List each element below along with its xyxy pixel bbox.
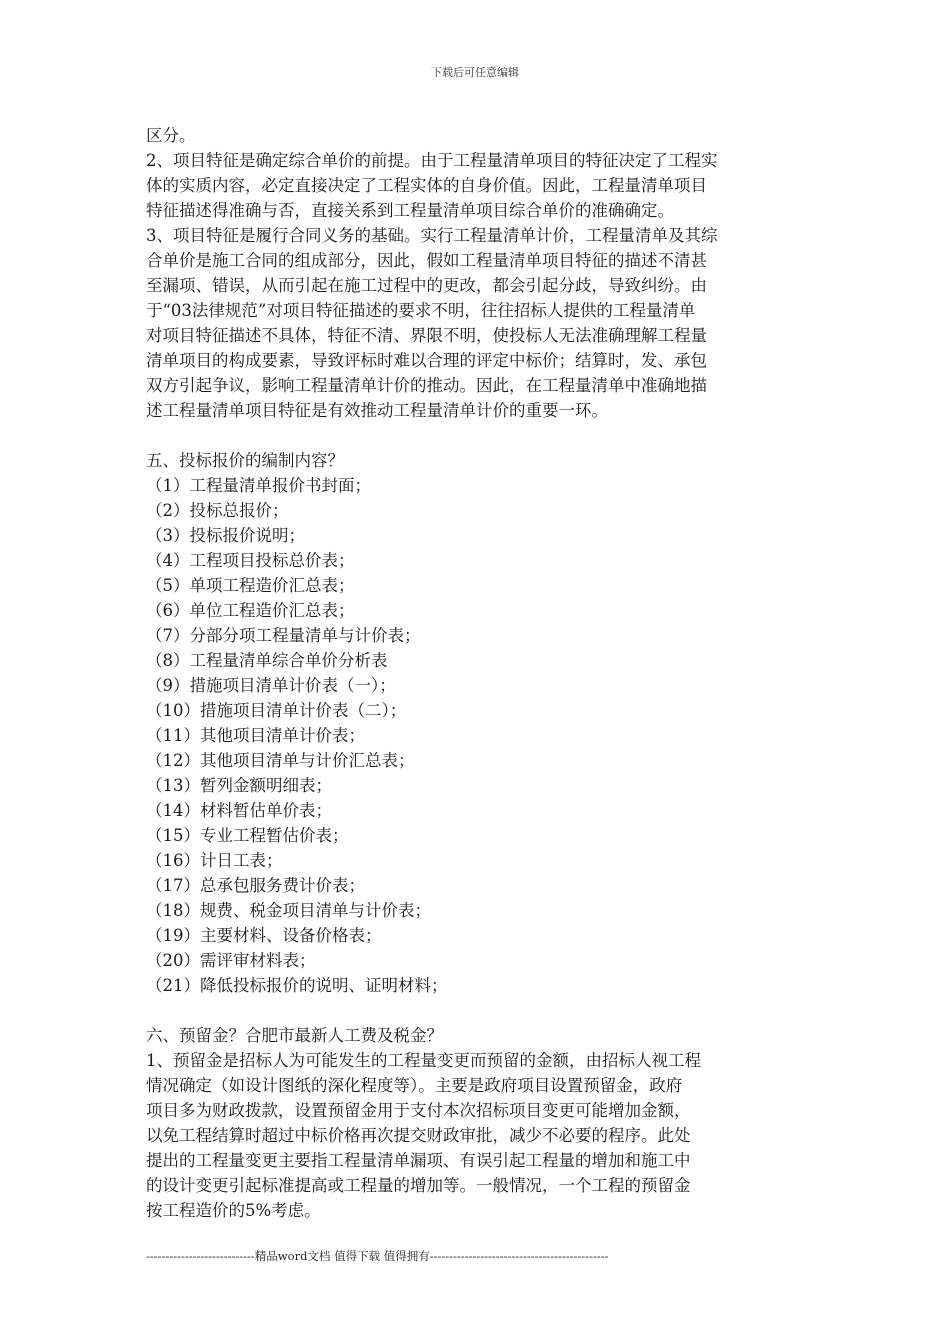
list-item: （18）规费、税金项目清单与计价表； xyxy=(146,901,431,920)
document-body xyxy=(146,123,814,1223)
list-item: （19）主要材料、设备价格表； xyxy=(146,926,382,945)
blank-line xyxy=(146,423,814,448)
text-line: 合单价是施工合同的组成部分，因此，假如工程量清单项目特征的描述不清甚 xyxy=(146,251,707,270)
page-header: 下载后可任意编辑 xyxy=(431,66,519,79)
text-line: 1、预留金是招标人为可能发生的工程量变更而预留的金额，由招标人视工程 xyxy=(146,1051,701,1070)
section-heading: 五、投标报价的编制内容？ xyxy=(146,451,344,470)
list-item: （2）投标总报价； xyxy=(146,501,289,520)
text-line: 述工程量清单项目特征是有效推动工程量清单计价的重要一环。 xyxy=(146,401,608,420)
text-line: 2、项目特征是确定综合单价的前提。由于工程量清单项目的特征决定了工程实 xyxy=(146,151,718,170)
list-item: （1）工程量清单报价书封面； xyxy=(146,476,371,495)
page-footer: ----------------------------精品word文档 值得下载 值得拥有---------------------------------------------- xyxy=(146,1249,609,1263)
text-line: 区分。 xyxy=(146,126,196,145)
list-item: （15）专业工程暂估价表； xyxy=(146,826,349,845)
list-item: （9）措施项目清单计价表（一）； xyxy=(146,676,396,695)
text-line: 至漏项、错误，从而引起在施工过程中的更改，都会引起分歧，导致纠纷。由 xyxy=(146,276,707,295)
list-item: （17）总承包服务费计价表； xyxy=(146,876,365,895)
list-item: （10）措施项目清单计价表（二）； xyxy=(146,701,407,720)
text-line: 项目多为财政拨款，设置预留金用于支付本次招标项目变更可能增加金额， xyxy=(146,1101,691,1120)
text-line: 双方引起争议，影响工程量清单计价的推动。因此，在工程量清单中准确地描 xyxy=(146,376,707,395)
list-item: （8）工程量清单综合单价分析表 xyxy=(146,651,388,670)
text-line: 体的实质内容，必定直接决定了工程实体的自身价值。因此，工程量清单项目 xyxy=(146,176,707,195)
text-line: 3、项目特征是履行合同义务的基础。实行工程量清单计价，工程量清单及其综 xyxy=(146,226,718,245)
text-line: 的设计变更引起标准提高或工程量的增加等。一般情况，一个工程的预留金 xyxy=(146,1176,691,1195)
text-line: 清单项目的构成要素，导致评标时难以合理的评定中标价；结算时，发、承包 xyxy=(146,351,707,370)
list-item: （14）材料暂估单价表； xyxy=(146,801,332,820)
text-line: 情况确定（如设计图纸的深化程度等）。主要是政府项目设置预留金，政府 xyxy=(146,1076,683,1095)
list-item: （4）工程项目投标总价表； xyxy=(146,551,355,570)
list-item: （11）其他项目清单计价表； xyxy=(146,726,365,745)
list-item: （7）分部分项工程量清单与计价表； xyxy=(146,626,421,645)
list-item: （13）暂列金额明细表； xyxy=(146,776,332,795)
text-line: 于“03法律规范”对项目特征描述的要求不明，往往招标人提供的工程量清单 xyxy=(146,301,696,320)
list-item: （20）需评审材料表； xyxy=(146,951,316,970)
text-line: 特征描述得准确与否，直接关系到工程量清单项目综合单价的准确确定。 xyxy=(146,201,674,220)
list-item: （16）计日工表； xyxy=(146,851,283,870)
list-item: （5）单项工程造价汇总表； xyxy=(146,576,355,595)
section-heading: 六、预留金？合肥市最新人工费及税金？ xyxy=(146,1026,443,1045)
text-line: 提出的工程量变更主要指工程量清单漏项、有误引起工程量的增加和施工中 xyxy=(146,1151,691,1170)
list-item: （12）其他项目清单与计价汇总表； xyxy=(146,751,415,770)
list-item: （6）单位工程造价汇总表； xyxy=(146,601,355,620)
text-line: 以免工程结算时超过中标价格再次提交财政审批，减少不必要的程序。此处 xyxy=(146,1126,691,1145)
list-item: （3）投标报价说明； xyxy=(146,526,305,545)
text-line: 按工程造价的5%考虑。 xyxy=(146,1201,321,1220)
list-item: （21）降低投标报价的说明、证明材料； xyxy=(146,976,448,995)
blank-line xyxy=(146,998,814,1023)
text-line: 对项目特征描述不具体，特征不清、界限不明，使投标人无法准确理解工程量 xyxy=(146,326,707,345)
